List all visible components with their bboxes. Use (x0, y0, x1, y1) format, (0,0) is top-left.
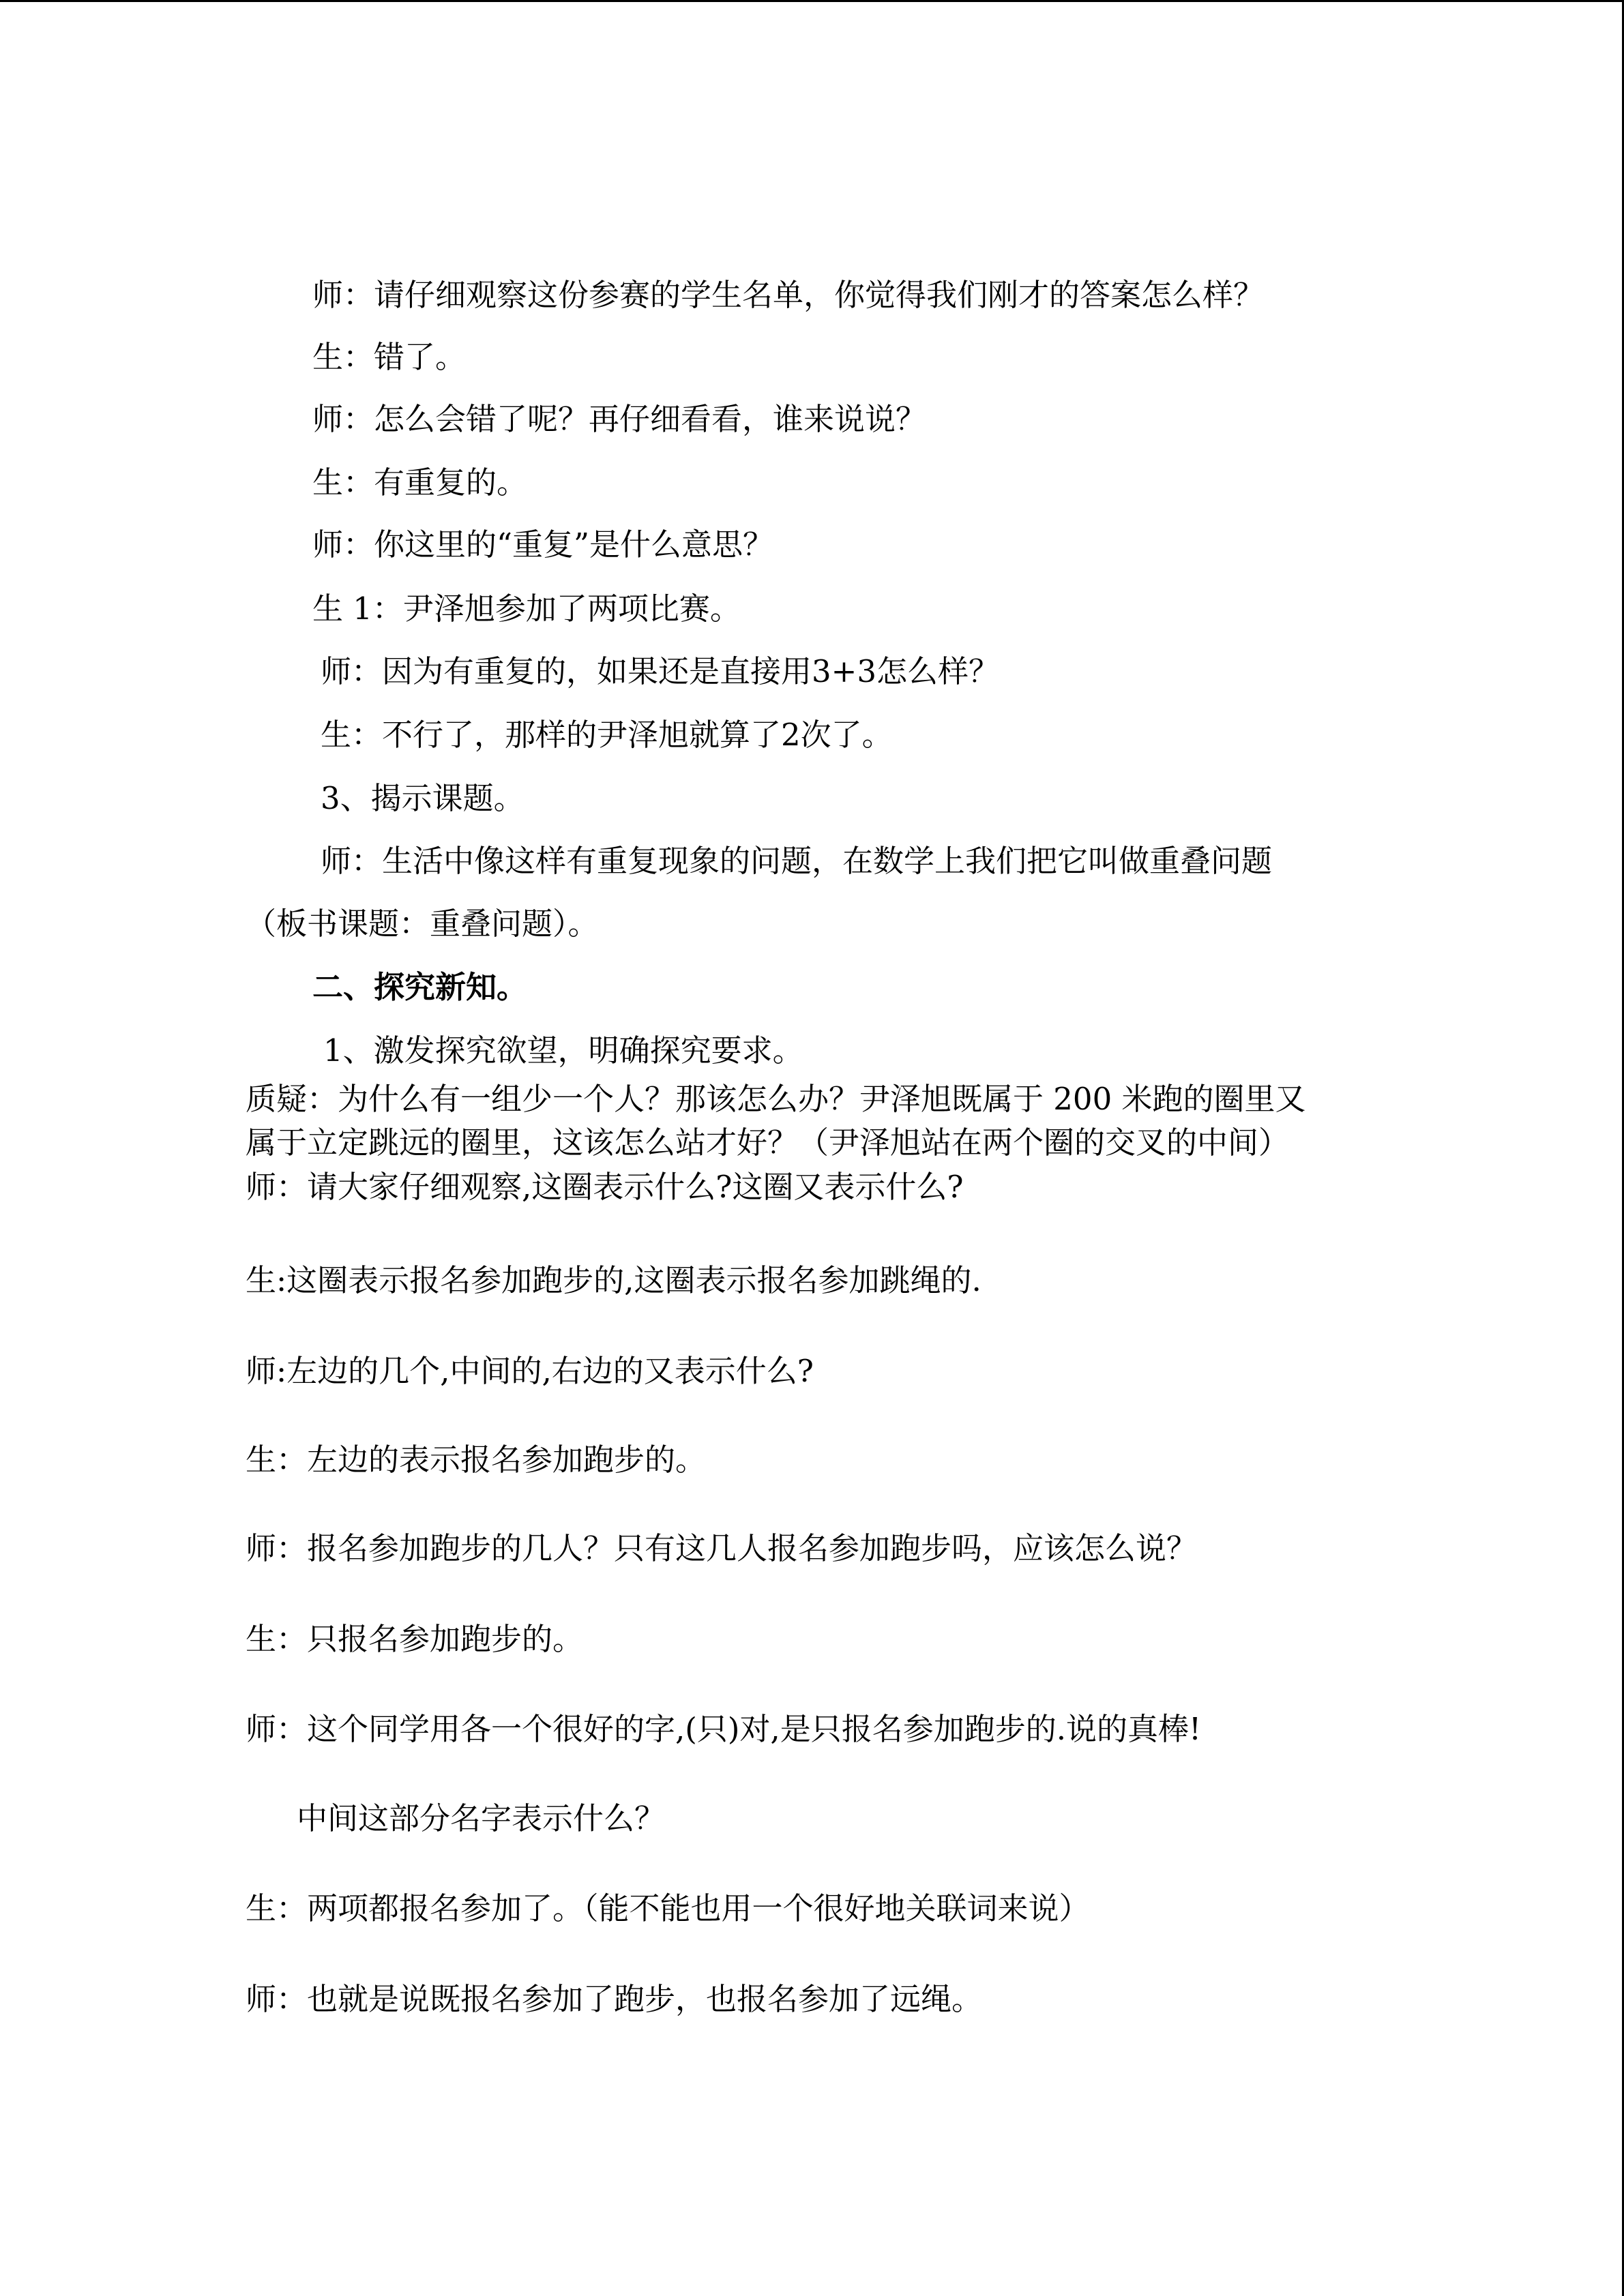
text-line: 生：左边的表示报名参加跑步的。 (246, 1442, 707, 1478)
text-line: 生：不行了，那样的尹泽旭就算了2次了。 (321, 717, 893, 753)
section-heading: 二、探究新知。 (312, 969, 528, 1005)
text-line: 中间这部分名字表示什么？ (297, 1800, 666, 1836)
text-line: 师：这个同学用各一个很好的字,(只)对,是只报名参加跑步的.说的真棒! (246, 1711, 1202, 1747)
text-line: 质疑：为什么有一组少一个人？那该怎么办？尹泽旭既属于 200 米跑的圈里又 (246, 1081, 1306, 1117)
text-line: 师：你这里的“重复”是什么意思？ (312, 526, 774, 563)
text-line: 属于立定跳远的圈里，这该怎么站才好？（尹泽旭站在两个圈的交叉的中间） (246, 1124, 1290, 1161)
text-line: 生:这圈表示报名参加跑步的,这圈表示报名参加跳绳的. (246, 1262, 981, 1298)
text-line: 师:左边的几个,中间的,右边的又表示什么? (246, 1353, 814, 1389)
text-line: 师：生活中像这样有重复现象的问题，在数学上我们把它叫做重叠问题 (321, 843, 1273, 879)
text-line: 师：因为有重复的，如果还是直接用3+3怎么样？ (321, 653, 999, 689)
text-line: 师：请大家仔细观察,这圈表示什么?这圈又表示什么? (246, 1169, 964, 1205)
text-line: 3、揭示课题。 (321, 780, 525, 816)
text-line: 生：只报名参加跑步的。 (246, 1621, 584, 1657)
text-line: 生：错了。 (312, 339, 467, 375)
subsection-heading: 1、激发探究欲望，明确探究要求。 (323, 1032, 803, 1069)
text-line: 生 1：尹泽旭参加了两项比赛。 (312, 591, 741, 627)
text-line: （板书课题：重叠问题）。 (246, 906, 599, 942)
text-line: 生：有重复的。 (312, 464, 528, 501)
text-line: 师：报名参加跑步的几人？只有这几人报名参加跑步吗，应该怎么说？ (246, 1530, 1198, 1566)
page-top-border (0, 0, 1624, 2)
text-line: 生：两项都报名参加了。（能不能也用一个很好地关联词来说） (246, 1890, 1090, 1926)
text-line: 师：请仔细观察这份参赛的学生名单，你觉得我们刚才的答案怎么样？ (312, 277, 1265, 313)
text-line: 师：也就是说既报名参加了跑步，也报名参加了远绳。 (246, 1981, 983, 2017)
text-line: 师：怎么会错了呢？再仔细看看，谁来说说？ (312, 401, 927, 437)
